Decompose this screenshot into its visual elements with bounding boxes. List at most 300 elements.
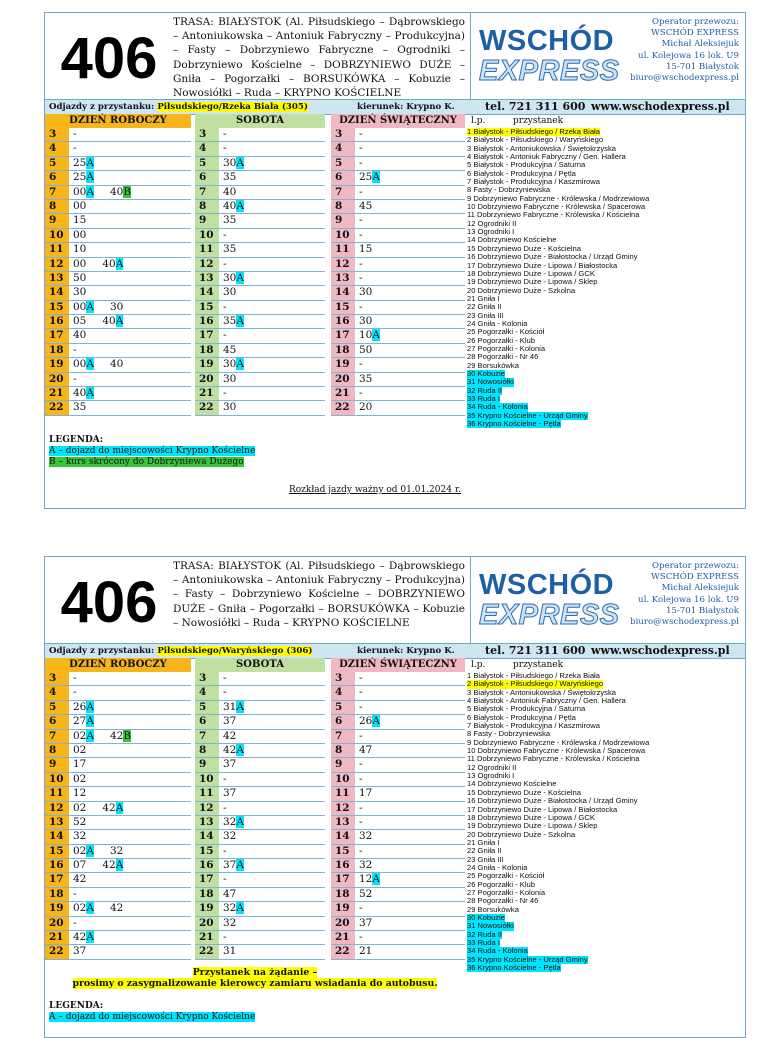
minute-value: 30 — [223, 271, 237, 284]
suffix-b: B — [123, 729, 132, 742]
minute-value: - — [359, 772, 363, 785]
minute-value: 02 — [73, 801, 87, 814]
stop-item: 15 Dobrzyniewo Duże - Kościelna — [467, 787, 581, 797]
minute-value: - — [359, 700, 363, 713]
minute-value: 02 — [73, 772, 87, 785]
hour-row — [331, 773, 465, 787]
minute-value: 12 — [73, 787, 87, 800]
weekday-column — [45, 128, 191, 416]
minute-value: 20 — [359, 401, 373, 414]
minute-value: - — [359, 815, 363, 828]
minute-value: 32 — [109, 844, 124, 857]
hour-row — [195, 329, 325, 343]
saturday-column — [195, 128, 325, 416]
hour-row — [331, 128, 465, 142]
hour-cell: 11 — [195, 787, 219, 800]
stop-item: 36 Krypno Kościelne - Pętla — [467, 963, 561, 973]
hour-row — [45, 830, 191, 844]
hour-row — [331, 329, 465, 343]
minutes-cell — [223, 945, 236, 958]
minutes-cell — [359, 301, 363, 314]
minute-value: 25 — [359, 171, 373, 184]
hour-cell: 14 — [45, 830, 69, 843]
hour-cell: 5 — [331, 701, 355, 714]
minute-value: 42 — [223, 743, 237, 756]
website: www.wschodexpress.pl — [591, 644, 730, 657]
minute-value: - — [73, 343, 77, 356]
minute-value: - — [359, 358, 363, 371]
minutes-cell — [223, 344, 236, 357]
hour-cell: 18 — [331, 344, 355, 357]
minute-value: 00 — [73, 199, 87, 212]
hour-cell: 9 — [45, 758, 69, 771]
operator-line: biuro@wschodexpress.pl — [630, 617, 739, 628]
hour-row — [195, 773, 325, 787]
minute-value: 45 — [359, 199, 373, 212]
stop-item: 29 Borsukówka — [467, 360, 519, 370]
website: www.wschodexpress.pl — [591, 100, 730, 113]
minutes-cell — [223, 845, 227, 858]
hour-cell: 19 — [45, 902, 69, 915]
minutes-cell — [73, 715, 94, 728]
stop-item: 2 Białystok - Piłsudskiego / Waryńskiego — [467, 135, 604, 145]
stop-item: 18 Dobrzyniewo Duże - Lipowa / GCK — [467, 812, 595, 822]
hour-row — [195, 200, 325, 214]
hour-cell: 13 — [195, 272, 219, 285]
minute-value: 25 — [73, 171, 87, 184]
minutes-cell — [359, 171, 380, 184]
minute-value: 15 — [359, 243, 373, 256]
minutes-cell — [73, 744, 86, 757]
holiday-column — [331, 128, 465, 416]
minute-value: - — [359, 931, 363, 944]
hour-row — [45, 802, 191, 816]
hour-row — [195, 301, 325, 315]
minutes-cell — [73, 888, 77, 901]
hour-cell: 4 — [331, 686, 355, 699]
stop-item: 28 Pogorzałki - Nr 46 — [467, 896, 539, 906]
hour-cell: 16 — [45, 859, 69, 872]
minutes-cell — [73, 229, 86, 242]
minutes-cell — [73, 758, 86, 771]
hour-row — [45, 128, 191, 142]
hour-row — [331, 715, 465, 729]
suffix-a: A — [86, 729, 94, 742]
minutes-cell — [73, 200, 86, 213]
stop-item: 29 Borsukówka — [467, 904, 519, 914]
hour-cell: 15 — [331, 845, 355, 858]
hour-row — [45, 243, 191, 257]
hour-cell: 3 — [331, 128, 355, 141]
minute-value: 40 — [109, 358, 124, 371]
suffix-a: A — [86, 171, 94, 184]
stops-header: l.p. przystanek — [471, 116, 564, 126]
minutes-cell — [359, 315, 372, 328]
hour-row — [331, 315, 465, 329]
route-description: TRASA: BIAŁYSTOK (Al. Piłsudskiego – Dąbrowskiego – Antoniukowska – Antoniuk Fabryczny – Produkcyjna) – Fasty – Dobrzyniewo Kościelne – DOBRZYNIEWO DUŻE – Gniła – Pogorzałki – BORSUKÓWKA – Kobuzie – Nowosiółki – Ruda – KRYPNO KOŚCIELNE — [173, 560, 465, 629]
minutes-cell — [223, 329, 227, 342]
hour-row — [45, 773, 191, 787]
minute-value: 40 — [223, 199, 237, 212]
hour-cell: 20 — [331, 373, 355, 386]
stop-item: 36 Krypno Kościelne - Pętla — [467, 419, 561, 429]
suffix-a: A — [115, 801, 124, 814]
stop-item: 22 Gniła II — [467, 846, 502, 856]
departure-stop: Odjazdy z przystanku: Piłsudskiego/Rzeka Biała (305) — [49, 102, 308, 112]
suffix-a: A — [86, 185, 94, 198]
hour-cell: 17 — [45, 329, 69, 342]
hour-row — [195, 344, 325, 358]
hour-row — [331, 802, 465, 816]
minute-value: 30 — [359, 286, 373, 299]
hour-cell: 13 — [45, 272, 69, 285]
minutes-cell — [73, 701, 94, 714]
hour-row — [331, 845, 465, 859]
minute-value: 00 — [73, 228, 87, 241]
minutes-cell — [73, 258, 123, 271]
hour-row — [45, 329, 191, 343]
hour-cell: 13 — [45, 816, 69, 829]
stop-item: 27 Pogorzałki - Kolonia — [467, 343, 546, 353]
minute-value: 40 — [73, 387, 87, 400]
card-header — [45, 13, 745, 99]
stop-item: 16 Dobrzyniewo Duże - Białostocka / Urząd Gminy — [467, 252, 638, 262]
card-header — [45, 557, 745, 643]
minutes-cell — [359, 816, 363, 829]
route-description: TRASA: BIAŁYSTOK (Al. Piłsudskiego – Dąbrowskiego – Antoniukowska – Antoniuk Fabryczny – Produkcyjna) – Fasty – Dobrzyniewo Fabryczne – Ogrodniki – Dobrzyniewo Kościelne – DOBRZYNIEWO DUŻE – Gniła – Pogorzałki – BORSUKÓWKA – Kobuzie – Nowosiółki – Ruda – KRYPNO KOŚCIELNE — [173, 16, 465, 100]
stop-item: 24 Gniła - Kolonia — [467, 318, 528, 328]
hour-cell: 6 — [45, 171, 69, 184]
hour-cell: 11 — [45, 787, 69, 800]
suffix-a: A — [236, 199, 244, 212]
minutes-cell — [359, 744, 372, 757]
minute-value: - — [359, 156, 363, 169]
hour-row — [331, 157, 465, 171]
hour-row — [195, 859, 325, 873]
stop-item: 34 Ruda - Kolonia — [467, 402, 528, 412]
info-row — [45, 643, 745, 659]
minute-value: - — [223, 128, 227, 140]
minutes-cell — [223, 243, 236, 256]
stop-item: 6 Białystok - Produkcyjna / Pętla — [467, 712, 576, 722]
minute-value: 05 — [73, 315, 87, 328]
minutes-cell — [359, 157, 363, 170]
hour-cell: 9 — [331, 758, 355, 771]
hour-row — [45, 301, 191, 315]
minutes-cell — [223, 787, 236, 800]
stop-item: 9 Dobrzyniewo Fabryczne - Królewska / Modrzewiowa — [467, 193, 650, 203]
stop-item: 20 Dobrzyniewo Duże - Szkolna — [467, 285, 576, 295]
hour-row — [331, 243, 465, 257]
stop-item: 10 Dobrzyniewo Fabryczne - Królewska / Spacerowa — [467, 746, 646, 756]
stop-item: 4 Białystok - Antoniuk Fabryczny / Gen. Hallera — [467, 152, 626, 162]
hour-row — [45, 672, 191, 686]
minutes-cell — [73, 272, 86, 285]
minutes-cell — [359, 272, 363, 285]
hour-cell: 21 — [331, 387, 355, 400]
hour-cell: 14 — [331, 830, 355, 843]
hour-cell: 6 — [331, 715, 355, 728]
hour-cell: 14 — [45, 286, 69, 299]
minutes-cell — [359, 344, 372, 357]
minutes-cell — [73, 945, 86, 958]
hour-row — [195, 286, 325, 300]
minutes-cell — [73, 730, 131, 743]
hour-row — [195, 258, 325, 272]
hour-cell: 7 — [331, 730, 355, 743]
hour-row — [331, 859, 465, 873]
direction: kierunek: Krypno K. — [357, 102, 455, 112]
legend — [49, 435, 255, 468]
hour-cell: 10 — [195, 229, 219, 242]
hour-row — [195, 373, 325, 387]
minutes-cell — [73, 931, 94, 944]
hour-row — [331, 931, 465, 945]
column-headers — [45, 658, 465, 672]
minutes-cell — [73, 128, 77, 141]
minute-value: 45 — [223, 343, 237, 356]
minute-value: 00 — [73, 257, 87, 270]
hour-row — [195, 888, 325, 902]
minutes-cell — [359, 715, 380, 728]
hour-cell: 16 — [195, 315, 219, 328]
operator-info — [589, 17, 739, 84]
hour-cell: 19 — [45, 358, 69, 371]
stop-item: 11 Dobrzyniewo Fabryczne - Królewska / Kościelna — [467, 754, 640, 764]
hour-cell: 12 — [331, 802, 355, 815]
hour-row — [331, 229, 465, 243]
hour-cell: 8 — [45, 200, 69, 213]
minutes-cell — [73, 845, 123, 858]
minutes-cell — [359, 358, 363, 371]
operator-line: ul. Kolejowa 16 lok. U9 — [638, 50, 739, 61]
minutes-cell — [359, 258, 363, 271]
hour-cell: 12 — [195, 258, 219, 271]
minutes-cell — [223, 830, 236, 843]
hour-row — [45, 344, 191, 358]
minute-value: 26 — [73, 700, 87, 713]
minutes-cell — [73, 373, 77, 386]
suffix-a: A — [372, 873, 380, 886]
minutes-cell — [223, 686, 227, 699]
stop-item: 21 Gniła I — [467, 293, 500, 303]
suffix-a: A — [115, 859, 124, 872]
hour-cell: 3 — [45, 128, 69, 141]
stop-item: 23 Gniła III — [467, 310, 504, 320]
hour-cell: 10 — [45, 773, 69, 786]
minute-value: 35 — [359, 372, 373, 385]
suffix-a: A — [236, 815, 244, 828]
minutes-cell — [223, 744, 244, 757]
minutes-cell — [223, 229, 227, 242]
hour-row — [45, 888, 191, 902]
hour-cell: 22 — [195, 401, 219, 414]
minute-value: 32 — [73, 830, 87, 843]
minutes-cell — [359, 128, 363, 141]
notice-line-2: prosimy o zasygnalizowanie kierowcy zamiaru wsiadania do autobusu. — [72, 978, 438, 989]
minute-value: - — [223, 801, 227, 814]
minutes-cell — [359, 686, 363, 699]
hour-row — [45, 859, 191, 873]
operator-line: Operator przewozu: — [651, 561, 739, 571]
stop-item: 32 Ruda II — [467, 385, 503, 395]
hour-row — [45, 286, 191, 300]
hour-cell: 15 — [195, 301, 219, 314]
suffix-a: A — [115, 257, 124, 270]
minutes-cell — [359, 200, 372, 213]
minute-value: 47 — [223, 887, 237, 900]
minutes-cell — [223, 142, 227, 155]
hour-cell: 15 — [331, 301, 355, 314]
minutes-cell — [223, 286, 236, 299]
stop-item: 16 Dobrzyniewo Duże - Białostocka / Urząd Gminy — [467, 796, 638, 806]
minute-value: 35 — [223, 315, 237, 328]
minute-value: 52 — [73, 815, 87, 828]
minutes-cell — [223, 373, 236, 386]
hour-cell: 10 — [195, 773, 219, 786]
logo-express: EXPRESS — [479, 55, 620, 87]
stop-item: 30 Kobuzie — [467, 912, 505, 922]
hour-cell: 4 — [45, 686, 69, 699]
minutes-cell — [359, 802, 363, 815]
column-headers — [45, 114, 465, 128]
minute-value: - — [359, 844, 363, 857]
hour-row — [331, 301, 465, 315]
logo-wschod: WSCHÓD — [479, 25, 615, 57]
operator-line: biuro@wschodexpress.pl — [630, 73, 739, 84]
hour-cell: 16 — [331, 315, 355, 328]
stop-item: 7 Białystok - Produkcyjna / Kaszmirowa — [467, 177, 600, 187]
suffix-a: A — [115, 315, 124, 328]
header-saturday: SOBOTA — [195, 114, 325, 128]
header-weekday: DZIEŃ ROBOCZY — [45, 658, 191, 672]
hour-cell: 7 — [331, 186, 355, 199]
stop-item: 19 Dobrzyniewo Duże - Lipowa / Sklep — [467, 277, 598, 287]
minute-value: - — [359, 214, 363, 227]
suffix-a: A — [86, 300, 94, 313]
hour-cell: 10 — [45, 229, 69, 242]
operator-line: 15-701 Białystok — [665, 605, 739, 616]
minute-value: - — [223, 257, 227, 270]
hour-row — [195, 758, 325, 772]
minute-value: 30 — [223, 401, 237, 414]
minute-value: 17 — [73, 758, 87, 771]
minutes-cell — [73, 672, 77, 685]
minute-value: 42 — [109, 902, 124, 915]
hour-row — [45, 373, 191, 387]
minutes-cell — [359, 401, 372, 414]
hour-cell: 20 — [45, 917, 69, 930]
minute-value: 02 — [73, 902, 87, 915]
stop-item: 31 Nowosiółki — [467, 921, 514, 931]
hour-row — [45, 816, 191, 830]
hour-cell: 14 — [195, 830, 219, 843]
phone: tel. 721 311 600 — [485, 644, 586, 657]
hour-row — [195, 816, 325, 830]
hour-cell: 9 — [45, 214, 69, 227]
stop-item: 12 Ogrodniki II — [467, 762, 517, 772]
hour-row — [195, 243, 325, 257]
minutes-cell — [223, 157, 244, 170]
hour-cell: 5 — [45, 157, 69, 170]
operator-line: Michał Aleksiejuk — [661, 583, 739, 594]
minutes-cell — [73, 802, 123, 815]
suffix-a: A — [236, 156, 244, 169]
minute-value: 00 — [73, 185, 87, 198]
minute-value: - — [359, 228, 363, 241]
header-holiday: DZIEŃ ŚWIĄTECZNY — [331, 658, 465, 672]
stop-item: 14 Dobrzyniewo Kościelne — [467, 235, 557, 245]
stop-item: 24 Gniła - Kolonia — [467, 862, 528, 872]
direction: kierunek: Krypno K. — [357, 646, 455, 656]
legend — [49, 1001, 255, 1023]
weekday-column — [45, 672, 191, 960]
hour-cell: 18 — [195, 888, 219, 901]
minute-value: 30 — [223, 156, 237, 169]
minute-value: 30 — [223, 286, 237, 299]
minute-value: - — [359, 271, 363, 284]
minute-value: 31 — [223, 945, 237, 958]
hour-cell: 14 — [331, 286, 355, 299]
minute-value: 00 — [73, 300, 87, 313]
hour-cell: 19 — [195, 902, 219, 915]
hour-row — [331, 373, 465, 387]
hour-row — [331, 945, 465, 959]
hour-cell: 5 — [45, 701, 69, 714]
minute-value: 00 — [73, 358, 87, 371]
hour-cell: 13 — [195, 816, 219, 829]
minute-value: 32 — [223, 815, 237, 828]
hour-cell: 13 — [331, 816, 355, 829]
hour-row — [195, 873, 325, 887]
minute-value: - — [359, 729, 363, 742]
minute-value: 02 — [73, 729, 87, 742]
hour-cell: 4 — [195, 686, 219, 699]
minute-value: - — [359, 801, 363, 814]
minutes-cell — [223, 315, 244, 328]
hour-row — [45, 186, 191, 200]
suffix-a: A — [236, 315, 244, 328]
stop-item: 25 Pogorzałki - Kościół — [467, 871, 545, 881]
minute-value: - — [223, 228, 227, 241]
hour-cell: 14 — [195, 286, 219, 299]
minute-value: - — [223, 873, 227, 886]
hour-row — [45, 358, 191, 372]
stop-item: 15 Dobrzyniewo Duże - Kościelna — [467, 243, 581, 253]
minutes-cell — [223, 902, 244, 915]
hour-row — [331, 401, 465, 415]
minute-value: 35 — [223, 171, 237, 184]
stop-item: 13 Ogrodniki I — [467, 227, 515, 237]
hour-row — [45, 902, 191, 916]
minutes-cell — [73, 142, 77, 155]
operator-info — [589, 561, 739, 628]
legend-title: LEGENDA: — [49, 435, 104, 445]
minute-value: 42 — [223, 729, 237, 742]
hour-cell: 12 — [331, 258, 355, 271]
minutes-cell — [359, 730, 363, 743]
stop-item: 35 Krypno Kościelne - Urząd Gminy — [467, 954, 588, 964]
hour-row — [45, 272, 191, 286]
minute-value: 37 — [359, 916, 373, 929]
minute-value: - — [359, 686, 363, 699]
minutes-cell — [359, 888, 372, 901]
hour-cell: 8 — [331, 744, 355, 757]
line-number: 406 — [60, 26, 158, 91]
on-request-notice — [45, 967, 465, 989]
hour-row — [195, 917, 325, 931]
minutes-cell — [223, 802, 227, 815]
